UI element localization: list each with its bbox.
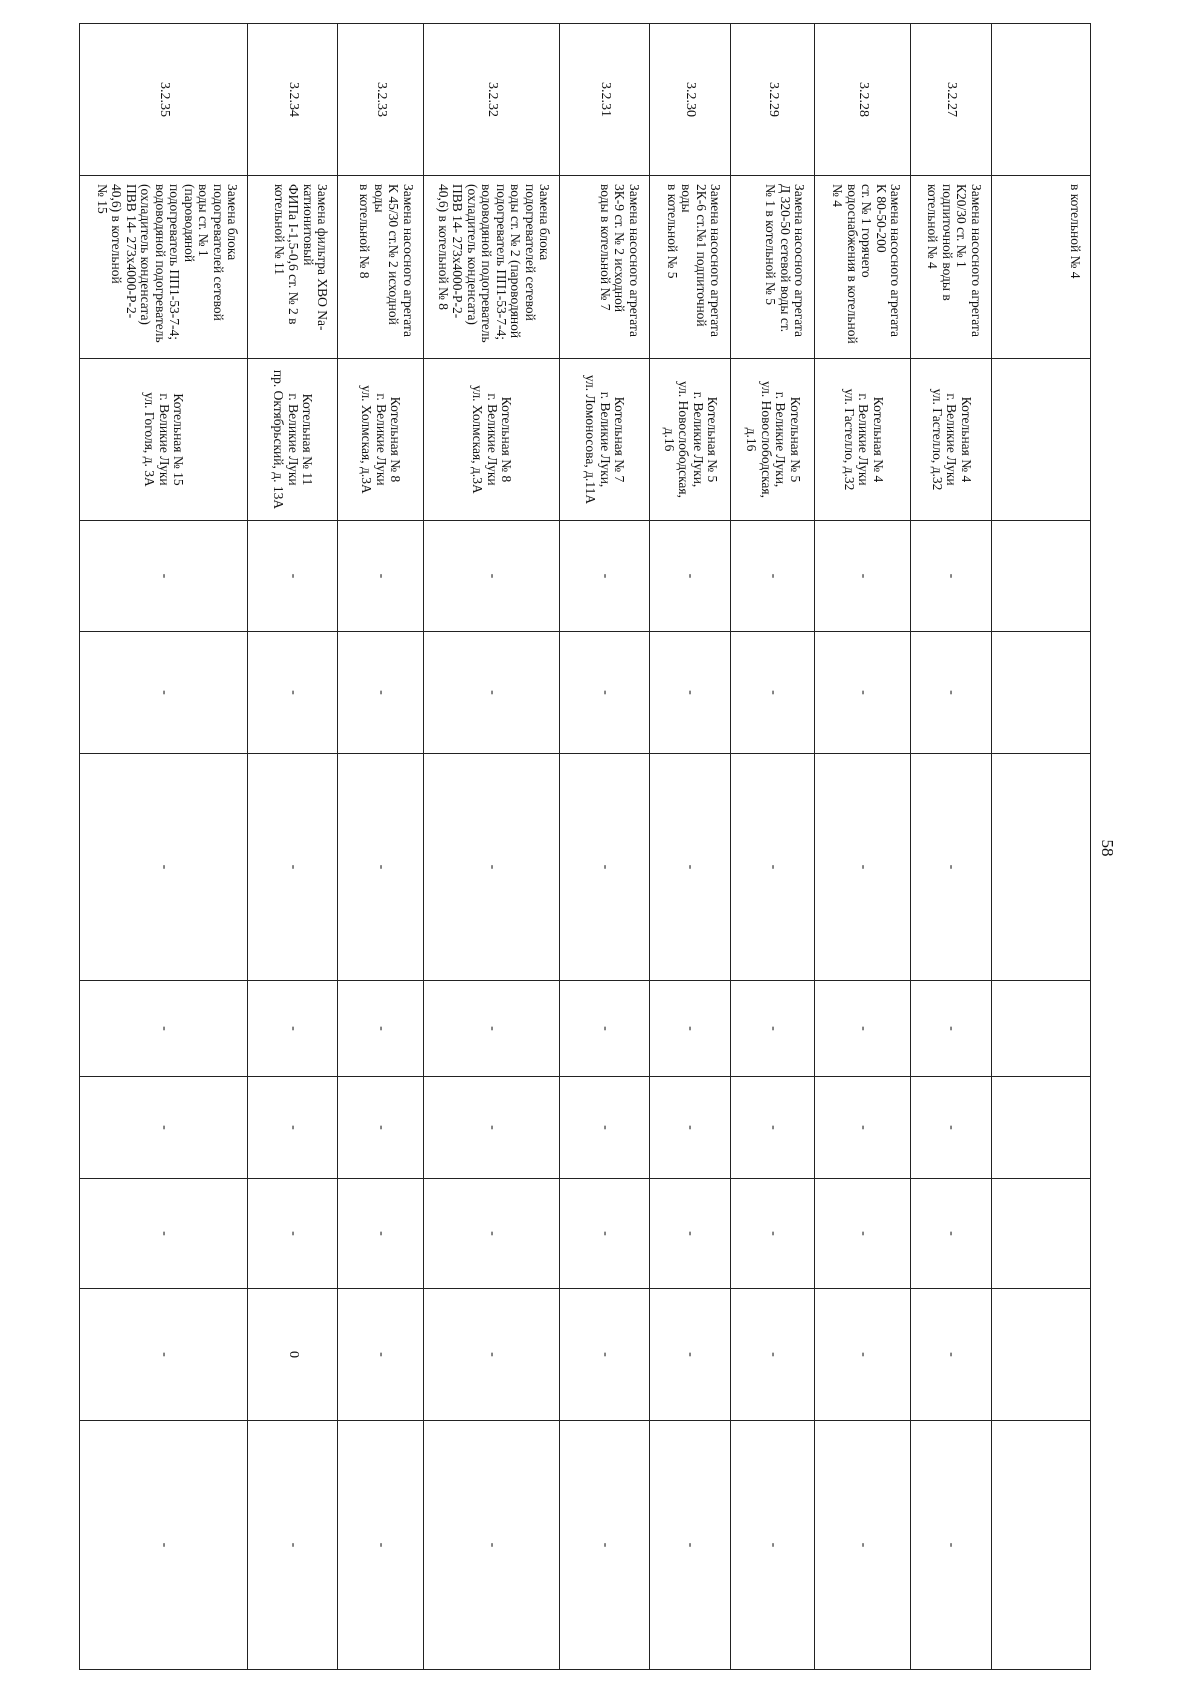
value-cell: - <box>248 521 338 632</box>
work-name-line: воды в котельной № 7 <box>597 184 613 311</box>
address-line: г. Великие Луки <box>373 393 389 486</box>
value-cell <box>991 521 1090 632</box>
works-table <box>79 23 1091 1670</box>
value-cell: - <box>815 632 911 754</box>
value-cell: - <box>911 521 992 632</box>
address-line: Котельная № 8 <box>499 396 515 483</box>
table-row <box>911 24 992 1670</box>
address-cell <box>649 359 731 521</box>
work-name-line: ПВВ 14- 273х4000-Р-2- <box>123 184 139 319</box>
work-name-line: водоводяной подогреватель <box>152 184 168 343</box>
address-cell <box>991 359 1090 521</box>
address-line: Котельная № 8 <box>388 396 404 483</box>
work-name-line: воды ст. № 1 <box>196 184 212 257</box>
address-line: Котельная № 4 <box>958 396 974 483</box>
row-number-cell <box>991 24 1090 176</box>
address-line: Котельная № 5 <box>705 396 721 483</box>
work-name-line: (пароводяной <box>181 184 197 263</box>
work-name-line: Замена насосного агрегата <box>968 184 984 337</box>
value-cell: - <box>731 981 815 1077</box>
value-cell: - <box>423 1179 560 1289</box>
value-cell: - <box>911 1421 992 1670</box>
work-name-line: подогревателей сетевой <box>210 184 226 321</box>
value-cell: - <box>815 1077 911 1179</box>
value-cell: - <box>815 1289 911 1421</box>
table-row <box>423 24 560 1670</box>
address-cell <box>248 359 338 521</box>
value-cell: 0 <box>248 1289 338 1421</box>
work-name-line: ФИПа I-1,5-0,6 ст. № 2 в <box>286 184 302 325</box>
work-name-line: 40,6) в котельной <box>109 184 125 284</box>
value-cell: - <box>911 1077 992 1179</box>
row-number-cell: 3.2.27 <box>911 24 992 176</box>
work-name-line: К 45/30 ст.№ 2 исходной <box>386 184 402 325</box>
work-name-line: № 15 <box>94 184 110 214</box>
value-cell: - <box>649 1421 731 1670</box>
value-cell: - <box>80 754 248 981</box>
work-name-line: Замена насосного агрегата <box>792 184 808 337</box>
value-cell: - <box>560 754 649 981</box>
value-cell: - <box>649 1179 731 1289</box>
work-name-line: № 4 <box>830 184 846 208</box>
row-number-cell: 3.2.33 <box>338 24 423 176</box>
row-number-cell: 3.2.29 <box>731 24 815 176</box>
address-cell <box>815 359 911 521</box>
value-cell: - <box>649 981 731 1077</box>
value-cell: - <box>649 1289 731 1421</box>
work-name-line: подпиточной воды в <box>939 184 955 301</box>
value-cell <box>991 1289 1090 1421</box>
value-cell: - <box>911 1179 992 1289</box>
value-cell: - <box>248 981 338 1077</box>
work-name-line: подогреватель ПП1-53-7-4; <box>493 184 509 340</box>
value-cell: - <box>560 521 649 632</box>
value-cell: - <box>338 1179 423 1289</box>
address-line: Котельная № 11 <box>300 393 316 486</box>
value-cell <box>991 1421 1090 1670</box>
value-cell: - <box>911 981 992 1077</box>
value-cell: - <box>338 632 423 754</box>
work-name-line: подогревателей сетевой <box>522 184 538 321</box>
value-cell: - <box>911 632 992 754</box>
value-cell: - <box>649 632 731 754</box>
value-cell: - <box>731 521 815 632</box>
value-cell: - <box>649 521 731 632</box>
value-cell: - <box>815 981 911 1077</box>
table-row <box>649 24 731 1670</box>
address-cell <box>911 359 992 521</box>
value-cell: - <box>560 1077 649 1179</box>
value-cell: - <box>560 981 649 1077</box>
value-cell: - <box>80 1179 248 1289</box>
work-name-line: Замена блока <box>537 184 553 261</box>
address-cell <box>731 359 815 521</box>
address-line: г. Великие Луки, <box>597 391 613 488</box>
work-name-line: К 80-50-200 <box>873 184 889 253</box>
work-name-line: Д 320-50 сетевой воды ст. <box>777 184 793 333</box>
value-cell <box>991 1077 1090 1179</box>
work-name-cell <box>80 176 248 359</box>
address-line: г. Великие Луки <box>484 393 500 486</box>
value-cell: - <box>423 521 560 632</box>
value-cell: - <box>560 1179 649 1289</box>
work-name-cell <box>991 176 1090 359</box>
work-name-cell <box>423 176 560 359</box>
rotated-table-frame <box>79 23 1091 1669</box>
value-cell: - <box>80 981 248 1077</box>
work-name-line: (охладитель конденсата) <box>138 184 154 325</box>
value-cell: - <box>248 754 338 981</box>
value-cell: - <box>649 1077 731 1179</box>
value-cell: - <box>815 521 911 632</box>
value-cell: - <box>731 1179 815 1289</box>
table-row <box>560 24 649 1670</box>
row-number-cell: 3.2.28 <box>815 24 911 176</box>
address-line: ул. Холмская, д.3А <box>470 385 486 494</box>
work-name-cell <box>248 176 338 359</box>
table-row <box>731 24 815 1670</box>
address-line: Котельная № 7 <box>612 396 628 483</box>
value-cell: - <box>248 1077 338 1179</box>
value-cell: - <box>560 1421 649 1670</box>
value-cell: - <box>423 632 560 754</box>
work-name-line: (охладитель конденсата) <box>464 184 480 325</box>
value-cell: - <box>731 1077 815 1179</box>
value-cell: - <box>248 1179 338 1289</box>
value-cell: - <box>80 1289 248 1421</box>
address-line: Котельная № 15 <box>171 393 187 486</box>
row-number-cell: 3.2.31 <box>560 24 649 176</box>
work-name-line: ст. № 1 горячего <box>859 184 875 278</box>
work-name-line: Замена блока <box>225 184 241 261</box>
address-line: Котельная № 5 <box>787 396 803 483</box>
row-number-cell: 3.2.35 <box>80 24 248 176</box>
address-line: г. Великие Луки <box>856 393 872 486</box>
address-line: пр. Октябрьский, д. 13А <box>271 369 287 510</box>
value-cell: - <box>338 981 423 1077</box>
address-line: д.16 <box>744 427 760 452</box>
row-number-cell: 3.2.32 <box>423 24 560 176</box>
address-line: д.16 <box>661 427 677 452</box>
table-row <box>815 24 911 1670</box>
row-number-cell: 3.2.30 <box>649 24 731 176</box>
work-name-line: катионитовый <box>300 184 316 266</box>
address-line: Котельная № 4 <box>870 396 886 483</box>
value-cell: - <box>423 1421 560 1670</box>
work-name-line: Замена насосного агрегата <box>708 184 724 337</box>
value-cell: - <box>560 632 649 754</box>
work-name-line: Замена насосного агрегата <box>400 184 416 337</box>
value-cell: - <box>338 521 423 632</box>
work-name-line: К20/30 ст. № 1 <box>954 184 970 268</box>
address-line: г. Великие Луки <box>944 393 960 486</box>
work-name-line: котельной № 11 <box>271 184 287 276</box>
value-cell: - <box>731 1421 815 1670</box>
value-cell: - <box>80 1421 248 1670</box>
address-cell <box>80 359 248 521</box>
table-container <box>79 23 1091 1669</box>
work-name-line: водоснабжения в котельной <box>844 184 860 344</box>
value-cell: - <box>423 754 560 981</box>
row-number-cell: 3.2.34 <box>248 24 338 176</box>
work-name-cell <box>911 176 992 359</box>
address-line: г. Великие Луки <box>286 393 301 486</box>
value-cell: - <box>80 632 248 754</box>
work-name-line: ПВВ 14- 273х4000-Р-2- <box>450 184 466 319</box>
value-cell <box>991 632 1090 754</box>
value-cell: - <box>560 1289 649 1421</box>
value-cell: - <box>731 754 815 981</box>
work-name-cell <box>649 176 731 359</box>
table-row <box>338 24 423 1670</box>
address-cell <box>338 359 423 521</box>
value-cell: - <box>911 754 992 981</box>
value-cell: - <box>248 632 338 754</box>
address-line: ул. Ломоносова, д.11А <box>583 374 599 505</box>
value-cell: - <box>815 1421 911 1670</box>
value-cell: - <box>423 1077 560 1179</box>
table-row <box>991 24 1090 1670</box>
address-line: ул. Гоголя, д. 3А <box>142 392 158 487</box>
work-name-line: в котельной № 8 <box>357 184 373 279</box>
value-cell: - <box>911 1289 992 1421</box>
value-cell: - <box>423 981 560 1077</box>
table-row <box>248 24 338 1670</box>
work-name-line: водоводяной подогреватель <box>479 184 495 343</box>
address-line: ул. Гастелло, д.32 <box>929 388 945 491</box>
work-name-line: воды <box>371 184 387 213</box>
value-cell: - <box>649 754 731 981</box>
value-cell: - <box>815 1179 911 1289</box>
value-cell: - <box>80 1077 248 1179</box>
work-name-line: воды ст. № 2 (пароводяной <box>508 184 524 339</box>
work-name-line: 2К-6 ст.№1 подпиточной <box>693 184 709 327</box>
page-number: 58 <box>1098 839 1117 857</box>
address-line: г. Великие Луки, <box>773 391 789 488</box>
value-cell <box>991 754 1090 981</box>
value-cell <box>991 1179 1090 1289</box>
work-name-line: 40,6) в котельной № 8 <box>435 184 451 311</box>
work-name-cell <box>731 176 815 359</box>
value-cell <box>991 981 1090 1077</box>
address-line: ул. Новослободская, <box>676 380 692 498</box>
value-cell: - <box>338 1077 423 1179</box>
address-line: ул. Гастелло, д.32 <box>841 388 857 491</box>
work-name-cell <box>815 176 911 359</box>
address-line: г. Великие Луки <box>156 393 172 486</box>
value-cell: - <box>80 521 248 632</box>
value-cell: - <box>731 632 815 754</box>
address-line: г. Великие Луки, <box>690 391 706 488</box>
work-name-line: в котельной № 5 <box>664 184 680 279</box>
work-name-line: № 1 в котельной № 5 <box>763 184 779 305</box>
value-cell: - <box>338 1289 423 1421</box>
work-name-line: котельной № 4 <box>925 184 941 269</box>
value-cell: - <box>815 754 911 981</box>
work-name-line: в котельной № 4 <box>1068 184 1083 279</box>
work-name-line: Замена насосного агрегата <box>626 184 642 337</box>
address-line: ул. Холмская, д.3А <box>359 385 375 494</box>
work-name-cell <box>338 176 423 359</box>
work-name-line: Замена насосного агрегата <box>888 184 904 337</box>
work-name-line: подогреватель ПП1-53-7-4; <box>167 184 183 340</box>
address-line: ул. Новослободская, <box>758 380 774 498</box>
value-cell: - <box>338 754 423 981</box>
address-cell <box>560 359 649 521</box>
value-cell: - <box>248 1421 338 1670</box>
work-name-line: Замена фильтра ХВО Na- <box>315 184 331 331</box>
value-cell: - <box>731 1289 815 1421</box>
work-name-line: воды <box>679 184 695 213</box>
work-name-line: 3К-9 ст. № 2 исходной <box>612 184 628 313</box>
table-row <box>80 24 248 1670</box>
work-name-cell <box>560 176 649 359</box>
value-cell: - <box>338 1421 423 1670</box>
address-cell <box>423 359 560 521</box>
value-cell: - <box>423 1289 560 1421</box>
